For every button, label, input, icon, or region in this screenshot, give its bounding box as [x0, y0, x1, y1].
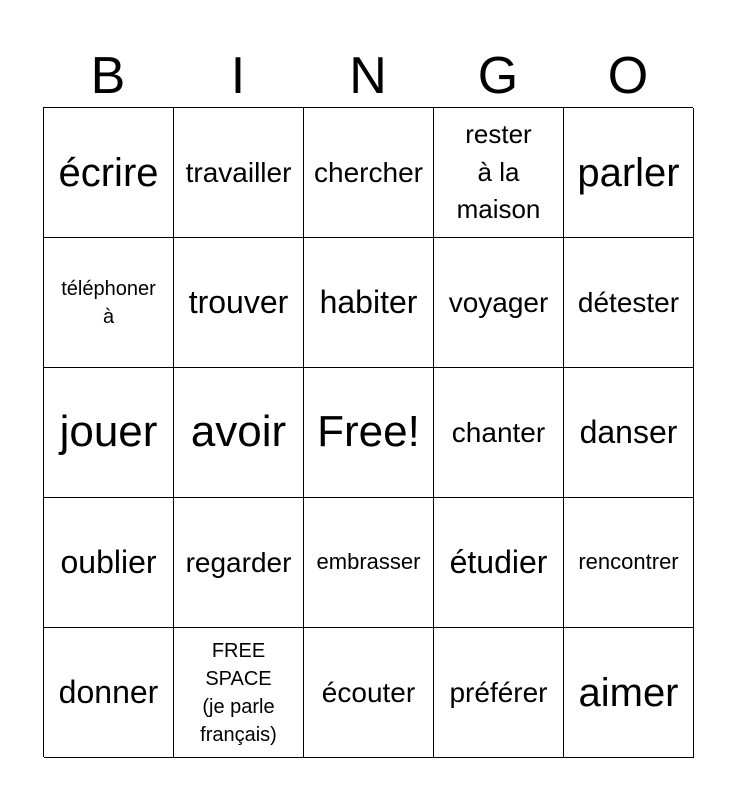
- bingo-cell: [44, 498, 174, 628]
- bingo-cell: [564, 238, 694, 368]
- bingo-cell: [304, 628, 434, 758]
- cell-text: écrire: [58, 150, 159, 195]
- cell-text: donner: [58, 674, 159, 711]
- cell-text: FREE SPACE (je parle français): [200, 639, 277, 746]
- cell-text: embrasser: [316, 549, 421, 575]
- cell-text: danser: [579, 414, 678, 451]
- cell-text: habiter: [319, 284, 418, 321]
- bingo-header: [43, 46, 693, 106]
- cell-text: travailler: [185, 156, 292, 188]
- cell-text: avoir: [190, 407, 287, 457]
- cell-text: chanter: [451, 416, 546, 448]
- cell-text: rester à la maison: [456, 118, 541, 225]
- bingo-cell: [304, 238, 434, 368]
- cell-text: aimer: [578, 670, 679, 715]
- cell-text: voyager: [448, 286, 549, 318]
- bingo-cell: [44, 628, 174, 758]
- bingo-cell: [174, 238, 304, 368]
- cell-text: Free!: [317, 407, 420, 457]
- bingo-cell: [174, 368, 304, 498]
- cell-text: chercher: [314, 156, 423, 188]
- bingo-cell: [304, 368, 434, 498]
- header-letter-g: G: [477, 47, 519, 105]
- bingo-cell: [44, 238, 174, 368]
- cell-text: téléphoner à: [61, 277, 156, 328]
- cell-text: préférer: [449, 676, 548, 708]
- bingo-cell: [174, 108, 304, 238]
- cell-text: jouer: [59, 407, 158, 457]
- cell-text: écouter: [321, 676, 416, 708]
- header-letter-o: O: [607, 47, 649, 105]
- header-letter-b: B: [90, 47, 126, 105]
- cell-text: détester: [577, 286, 680, 318]
- cell-text: étudier: [449, 544, 548, 581]
- bingo-cell: [44, 108, 174, 238]
- bingo-cell: [564, 108, 694, 238]
- bingo-cell: [564, 498, 694, 628]
- bingo-cell: [564, 368, 694, 498]
- header-letter-n: N: [349, 47, 387, 105]
- bingo-cell: [44, 368, 174, 498]
- bingo-cell: [174, 498, 304, 628]
- bingo-cell: [304, 108, 434, 238]
- free-space-cell: [174, 628, 304, 758]
- bingo-board: [43, 107, 693, 757]
- bingo-cell: [434, 108, 564, 238]
- bingo-cell: [434, 628, 564, 758]
- header-letter-i: I: [230, 47, 246, 105]
- bingo-cell: [434, 368, 564, 498]
- cell-text: oublier: [60, 544, 157, 581]
- cell-text: trouver: [188, 284, 289, 321]
- cell-text: parler: [577, 150, 680, 195]
- cell-text: rencontrer: [578, 549, 679, 575]
- cell-text: regarder: [185, 546, 292, 578]
- bingo-cell: [434, 238, 564, 368]
- bingo-cell: [564, 628, 694, 758]
- bingo-cell: [434, 498, 564, 628]
- bingo-cell: [304, 498, 434, 628]
